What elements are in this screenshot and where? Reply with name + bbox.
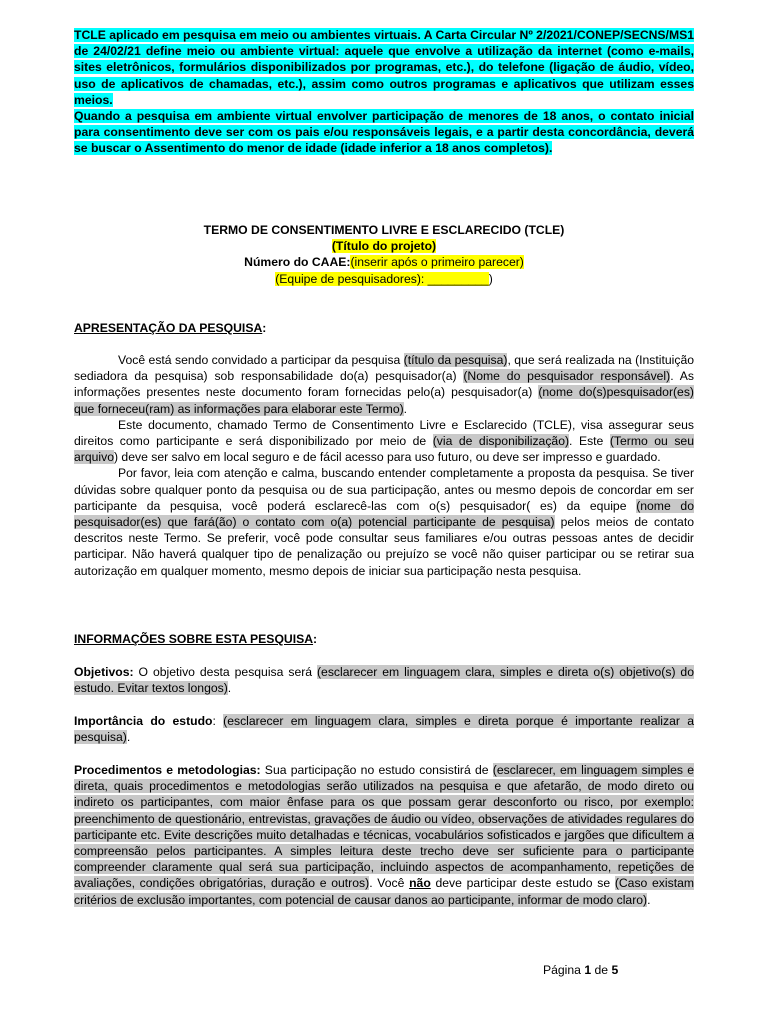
text-run: . [403,401,408,416]
text-run: ) deve ser salvo em local seguro e de fácil acesso para uso futuro, ou deve ser impresso e guardado. [113,450,661,465]
presentation-heading-colon: : [262,321,267,335]
placeholder-highlight: (esclarecer em linguagem clara, simples e direta o(s) objetivo(s) do estudo. Evitar textos longos) [74,665,694,696]
title-block [74,222,694,287]
page-current: 1 [584,963,592,977]
text-run: pelos meios de contato descritos neste Termo. Se preferir, você pode consultar seus familiares e/ou outras pessoas antes de decidir participar. Não haverá qualquer tipo de penalização ou prejuízo se você não quiser participar ou se retirar sua autorização em qualquer momento, mesmo depois de iniciar sua participação nesta pesquisa. [74,515,694,578]
presentation-paragraph-2 [74,417,694,466]
emphasis-nao: não [409,876,431,891]
text-run: deve participar deste estudo se [430,876,615,891]
page-sep: de [591,963,612,977]
page-total: 5 [611,963,619,977]
presentation-paragraph-1 [74,352,694,417]
virtual-environment-notice [74,27,694,157]
text-run: Você está sendo convidado a participar da pesquisa [118,353,404,367]
importance-section [74,713,694,745]
info-heading-colon: : [313,632,318,646]
placeholder-highlight: (Caso existam critérios de exclusão importantes, com potencial de causar danos ao participante, informar de modo claro) [74,876,695,907]
text-run: . [227,681,232,696]
placeholder-highlight: (esclarecer, em linguagem simples e direta, quais procedimentos e metodologias serão utilizados na pesquisa e que afetarão, de modo direto ou indireto os participantes, com maior ênfase para os que possam gerar desconforto ou risco, por exemplo: preenchimento de questionário, entrevistas, gravações de áudio ou vídeo, observações de atividades regulares do participante etc. Evite descrições muito detalhadas e técnicas, vocabulários sofisticados e jargões que dificultem a compreensão pelos participantes. A simples leitura deste trecho deve ser suficiente para o participante compreender claramente qual será sua participação, incluindo aspectos de acompanhamento, repetições de avaliações, condições obrigatórias, duração e outros) [74,763,694,891]
text-run: . As informações presentes neste documento foram fornecidas pelo(a) pesquisador(a) [74,369,694,400]
procedures-section [74,762,694,908]
text-run: , que será realizada na (Instituição sediadora da pesquisa) sob responsabilidade do(a) pesquisador(a) [74,353,695,384]
caae-placeholder: (inserir após o primeiro parecer) [350,255,524,270]
caae-label: Número do CAAE: [244,255,351,270]
notice-paragraph-2: Quando a pesquisa em ambiente virtual envolver participação de menores de 18 anos, o contato inicial para consentimento deve ser com os pais e/ou responsáveis legais, e a partir desta concordância, deverá se buscar o Assentimento do menor de idade (idade inferior a 18 anos completos). [74,109,694,156]
text-run: Por favor, leia com atenção e calma, buscando entender completamente a proposta da pesquisa. Se tiver dúvidas sobre qualquer ponto da pesquisa ou de sua participação, antes ou mesmo depois de concordar em ser participante da pesquisa, você poderá esclarecê-las com o(s) pesquisador( es) da equipe [74,466,694,513]
objectives-label: Objetivos: [74,665,134,679]
notice-paragraph-1: TCLE aplicado em pesquisa em meio ou ambientes virtuais. A Carta Circular Nº 2/2021/CONEP/SECNS/MS1 de 24/02/21 define meio ou ambiente virtual: aquele que envolve a utilização da internet (como e-mails, sites eletrônicos, formulários disponibilizados por programas, etc.), do telefone (ligação de áudio, vídeo, uso de aplicativos de chamadas, etc.), assim como outros programas e aplicativos que utilizam esses meios. [74,28,694,107]
text-run: . Você [369,876,410,891]
page-footer [543,963,618,977]
research-team-placeholder: (Equipe de pesquisadores): _________ [275,271,489,286]
presentation-heading: APRESENTAÇÃO DA PESQUISA [74,321,263,335]
text-run: . [126,730,131,745]
text-run: O objetivo desta pesquisa será [133,665,317,679]
placeholder-highlight: (nome do(s)pesquisador(es) que forneceu(ram) as informações para elaborar este Termo) [74,385,694,416]
placeholder-highlight: (Nome do pesquisador responsável) [463,369,671,384]
page-label: Página [543,963,585,977]
info-heading: INFORMAÇÕES SOBRE ESTA PESQUISA [74,632,314,646]
placeholder-highlight: (nome do pesquisador(es) que fará(ão) o contato com o(a) potencial participante de pesquisa) [74,498,694,530]
placeholder-highlight: (título da pesquisa) [403,353,508,367]
text-run: : [212,714,224,728]
project-title-placeholder: (Título do projeto) [331,239,437,254]
presentation-heading-row [74,320,694,336]
document-title: TERMO DE CONSENTIMENTO LIVRE E ESCLARECIDO (TCLE) [203,223,565,237]
text-run: Sua participação no estudo consistirá de [260,763,493,777]
objectives-section [74,664,694,696]
importance-label: Importância do estudo [74,714,213,728]
procedures-label: Procedimentos e metodologias: [74,763,261,777]
placeholder-highlight: (Termo ou seu arquivo [74,434,694,465]
placeholder-highlight: (esclarecer em linguagem clara, simples e direta porque é importante realizar a pesquisa) [74,714,694,745]
text-run: . [647,892,651,907]
text-run: Este documento, chamado Termo de Consentimento Livre e Esclarecido (TCLE), visa assegurar seus direitos como participante e será disponibilizado por meio de [74,417,694,449]
placeholder-highlight: (via de disponibilização) [432,434,570,449]
text-run: . Este [569,434,610,449]
presentation-paragraph-3 [74,465,694,578]
info-heading-row [74,631,694,647]
research-team-close: ) [488,271,493,286]
presentation-body [74,352,694,579]
